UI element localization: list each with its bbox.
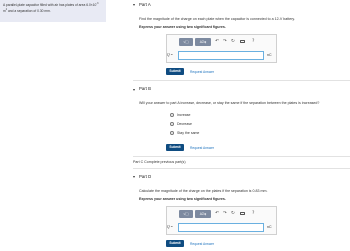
- option-increase-label[interactable]: Increase: [177, 113, 191, 117]
- keyboard-icon[interactable]: [240, 212, 245, 215]
- part-d-question: Calculate the magnitude of the charge on the plates if the separation is 0.83 mm.: [139, 189, 268, 193]
- option-stay-same-radio[interactable]: [170, 131, 174, 135]
- part-a-request-answer-link[interactable]: Request Answer: [190, 69, 215, 74]
- symbols-button[interactable]: AΣφ: [195, 38, 211, 46]
- option-stay-same-label[interactable]: Stay the same: [177, 131, 200, 135]
- part-d-unit: nC: [267, 225, 272, 229]
- part-d-submit-button[interactable]: Submit: [166, 240, 184, 247]
- part-b-question: Will your answer to part A increase, decrease, or stay the same if the separation between the plates is increased?: [139, 101, 320, 105]
- redo-icon[interactable]: ↷: [223, 210, 227, 216]
- keyboard-icon[interactable]: [240, 40, 245, 43]
- option-decrease-radio[interactable]: [170, 122, 174, 126]
- problem-unit: m: [3, 8, 6, 13]
- part-d-request-answer-link[interactable]: Request Answer: [190, 241, 215, 246]
- divider: [133, 80, 350, 81]
- part-a-instruction: Express your answer using two significant figures.: [139, 25, 226, 29]
- part-b-title[interactable]: Part B: [139, 86, 151, 91]
- collapse-part-b-icon[interactable]: [133, 89, 135, 91]
- collapse-part-a-icon[interactable]: [133, 4, 135, 6]
- part-a-title[interactable]: Part A: [139, 2, 151, 7]
- option-decrease-label[interactable]: Decrease: [177, 122, 192, 126]
- divider: [133, 156, 350, 157]
- part-a-q-label: Q =: [167, 53, 173, 57]
- templates-button[interactable]: √□: [179, 38, 193, 46]
- option-increase-radio[interactable]: [170, 113, 174, 117]
- problem-statement: [0, 0, 106, 22]
- part-a-submit-button[interactable]: Submit: [166, 68, 184, 75]
- reset-icon[interactable]: ↻: [231, 38, 235, 44]
- divider: [133, 168, 350, 169]
- help-icon[interactable]: ?: [252, 210, 255, 216]
- problem-text-end: and a separation of 0.30 mm.: [7, 8, 51, 13]
- part-a-unit: nC: [267, 53, 272, 57]
- problem-text: A parallel-plate capacitor filled with air has plates of area 6.0×10: [3, 3, 97, 8]
- part-d-answer-input[interactable]: [178, 223, 264, 232]
- reset-icon[interactable]: ↻: [231, 210, 235, 216]
- redo-icon[interactable]: ↷: [223, 38, 227, 44]
- undo-icon[interactable]: ↶: [215, 38, 219, 44]
- undo-icon[interactable]: ↶: [215, 210, 219, 216]
- part-a-question: Find the magnitude of the charge on each plate when the capacitor is connected to a 12-V battery.: [139, 17, 295, 21]
- problem-exponent: -3: [96, 3, 99, 5]
- part-a-answer-input[interactable]: [178, 51, 264, 60]
- part-d-q-label: Q =: [167, 225, 173, 229]
- problem-unit-square: 2: [5, 8, 8, 11]
- templates-button[interactable]: √□: [179, 210, 193, 218]
- collapse-part-d-icon[interactable]: [133, 176, 135, 178]
- part-d-instruction: Express your answer using two significant figures.: [139, 197, 226, 201]
- part-b-request-answer-link[interactable]: Request Answer: [190, 145, 215, 150]
- help-icon[interactable]: ?: [252, 38, 255, 44]
- part-d-title[interactable]: Part D: [139, 174, 152, 179]
- part-b-submit-button[interactable]: Submit: [166, 144, 184, 151]
- symbols-button[interactable]: AΣφ: [195, 210, 211, 218]
- part-c-status: Part C Complete previous part(s): [133, 160, 186, 164]
